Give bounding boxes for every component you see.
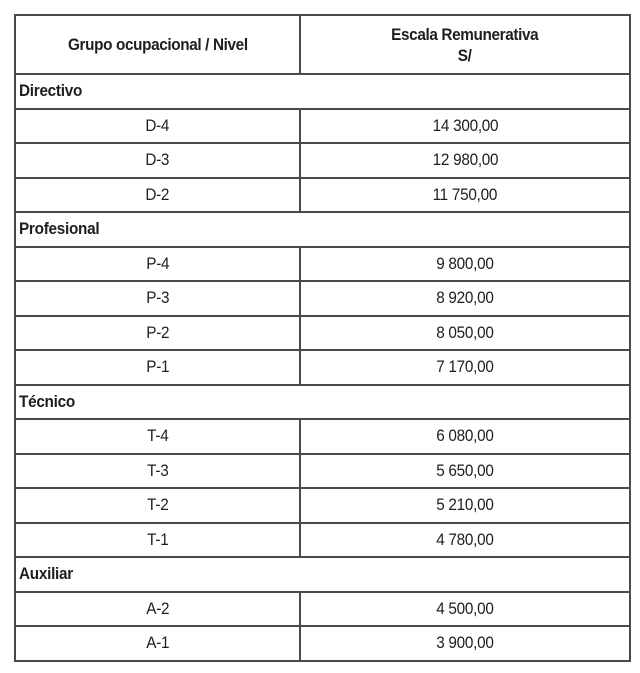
salary-amount: 11 750,00 bbox=[432, 184, 498, 204]
level-cell bbox=[15, 143, 300, 178]
header-row bbox=[15, 15, 630, 74]
level-cell bbox=[15, 488, 300, 523]
table-row bbox=[15, 419, 630, 454]
level-code: P-2 bbox=[145, 322, 170, 342]
level-cell bbox=[15, 316, 300, 351]
table-row bbox=[15, 454, 630, 489]
level-cell bbox=[15, 419, 300, 454]
table-row bbox=[15, 247, 630, 282]
level-cell bbox=[15, 281, 300, 316]
salary-amount: 5 650,00 bbox=[436, 460, 494, 480]
group-label: Directivo bbox=[19, 81, 83, 101]
header-occupational-group bbox=[15, 15, 300, 74]
level-code: A-2 bbox=[145, 598, 170, 618]
table-row bbox=[15, 592, 630, 627]
amount-cell bbox=[300, 247, 630, 282]
level-code: P-1 bbox=[145, 357, 170, 377]
table-row bbox=[15, 109, 630, 144]
table-row bbox=[15, 523, 630, 558]
table-row bbox=[15, 143, 630, 178]
amount-cell bbox=[300, 626, 630, 661]
salary-scale-table bbox=[14, 14, 631, 662]
salary-amount: 6 080,00 bbox=[436, 426, 494, 446]
level-code: P-4 bbox=[145, 253, 170, 273]
level-code: D-2 bbox=[145, 184, 170, 204]
table-row bbox=[15, 488, 630, 523]
salary-amount: 8 920,00 bbox=[436, 288, 494, 308]
salary-amount: 14 300,00 bbox=[432, 115, 498, 135]
salary-amount: 4 780,00 bbox=[436, 529, 494, 549]
group-row-auxiliar bbox=[15, 557, 630, 592]
group-label-cell bbox=[15, 74, 630, 109]
header-salary-scale bbox=[300, 15, 630, 74]
level-code: D-4 bbox=[145, 115, 170, 135]
amount-cell bbox=[300, 281, 630, 316]
salary-amount: 7 170,00 bbox=[436, 357, 494, 377]
amount-cell bbox=[300, 109, 630, 144]
level-cell bbox=[15, 454, 300, 489]
level-cell bbox=[15, 178, 300, 213]
level-code: T-2 bbox=[146, 495, 169, 515]
table-row bbox=[15, 626, 630, 661]
amount-cell bbox=[300, 350, 630, 385]
group-label-cell bbox=[15, 385, 630, 420]
group-label: Auxiliar bbox=[19, 564, 73, 584]
amount-cell bbox=[300, 454, 630, 489]
header-salary-scale-label: Escala Remunerativa bbox=[391, 24, 539, 44]
level-cell bbox=[15, 626, 300, 661]
header-currency-label: S/ bbox=[458, 45, 472, 65]
header-occupational-group-label: Grupo ocupacional / Nivel bbox=[67, 35, 248, 54]
table-row bbox=[15, 350, 630, 385]
level-cell bbox=[15, 109, 300, 144]
amount-cell bbox=[300, 523, 630, 558]
amount-cell bbox=[300, 316, 630, 351]
table-row bbox=[15, 316, 630, 351]
group-label: Técnico bbox=[19, 391, 75, 411]
group-label-cell bbox=[15, 557, 630, 592]
level-cell bbox=[15, 523, 300, 558]
group-row-directivo bbox=[15, 74, 630, 109]
salary-amount: 9 800,00 bbox=[436, 253, 494, 273]
group-label: Profesional bbox=[19, 219, 100, 239]
level-cell bbox=[15, 247, 300, 282]
table-row bbox=[15, 178, 630, 213]
salary-amount: 3 900,00 bbox=[436, 633, 494, 653]
level-code: A-1 bbox=[145, 633, 170, 653]
level-code: T-3 bbox=[146, 460, 169, 480]
amount-cell bbox=[300, 592, 630, 627]
amount-cell bbox=[300, 178, 630, 213]
level-code: T-4 bbox=[146, 426, 169, 446]
amount-cell bbox=[300, 488, 630, 523]
group-label-cell bbox=[15, 212, 630, 247]
amount-cell bbox=[300, 419, 630, 454]
salary-amount: 12 980,00 bbox=[432, 150, 498, 170]
level-code: D-3 bbox=[145, 150, 170, 170]
salary-amount: 4 500,00 bbox=[436, 598, 494, 618]
salary-amount: 5 210,00 bbox=[436, 495, 494, 515]
amount-cell bbox=[300, 143, 630, 178]
group-row-tecnico bbox=[15, 385, 630, 420]
level-cell bbox=[15, 350, 300, 385]
level-code: T-1 bbox=[146, 529, 169, 549]
group-row-profesional bbox=[15, 212, 630, 247]
table-row bbox=[15, 281, 630, 316]
level-code: P-3 bbox=[145, 288, 170, 308]
salary-amount: 8 050,00 bbox=[436, 322, 494, 342]
level-cell bbox=[15, 592, 300, 627]
